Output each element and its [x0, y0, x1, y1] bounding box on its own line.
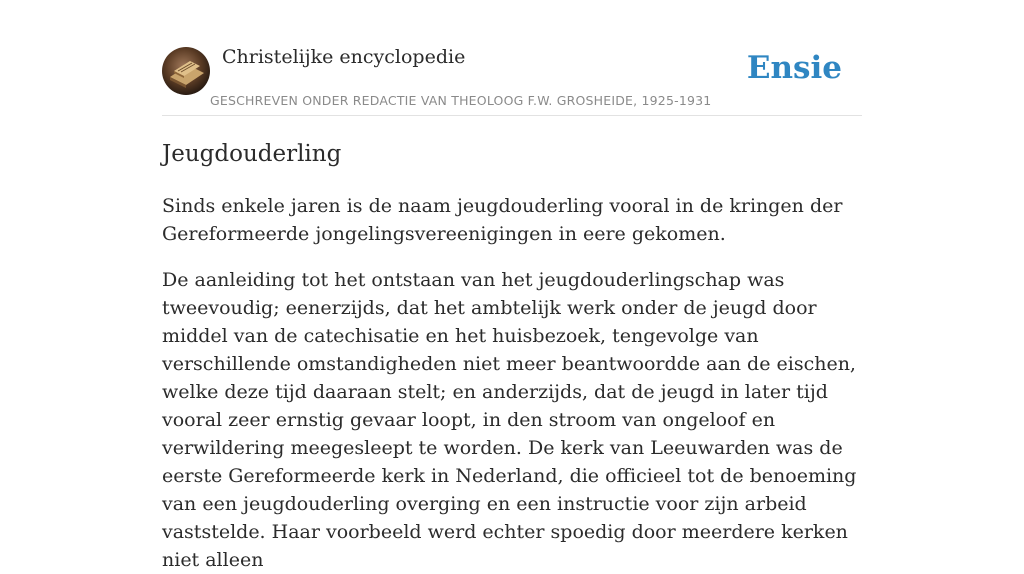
article-paragraph: De aanleiding tot het ontstaan van het jeugdouderlingschap was tweevoudig; eenerzijds, dat het ambtelijk werk onder de jeugd door middel van de catechisatie en het huisbezoek, tengevolge van verschillende omstandigheden niet meer beantwoordde aan de eischen, welke deze tijd daaraan stelt; en anderzijds, dat de jeugd in later tijd vooral zeer ernstig gevaar loopt, in den stroom van ongeloof en verwildering meegesleept te worden. De kerk van Leeuwarden was de eerste Gereformeerde kerk in Nederland, die officieel tot de benoeming van een jeugdouderling overging en een instructie voor zijn arbeid vaststelde. Haar voorbeeld werd echter spoedig door meerdere kerken niet alleen	[162, 269, 857, 571]
article	[162, 137, 864, 574]
book-stack-icon[interactable]	[162, 47, 210, 95]
article-paragraph: Sinds enkele jaren is de naam jeugdouderling vooral in de kringen der Gereformeerde jongelingsvereenigingen in eere gekomen.	[162, 195, 843, 245]
article-title: Jeugdouderling	[162, 141, 342, 167]
site-header	[162, 46, 862, 116]
site-title[interactable]: Christelijke encyclopedie	[222, 46, 466, 68]
site-subtitle: GESCHREVEN ONDER REDACTIE VAN THEOLOOG F.W. GROSHEIDE, 1925-1931	[210, 93, 712, 108]
brand-logo-link[interactable]: Ensie	[746, 50, 842, 86]
